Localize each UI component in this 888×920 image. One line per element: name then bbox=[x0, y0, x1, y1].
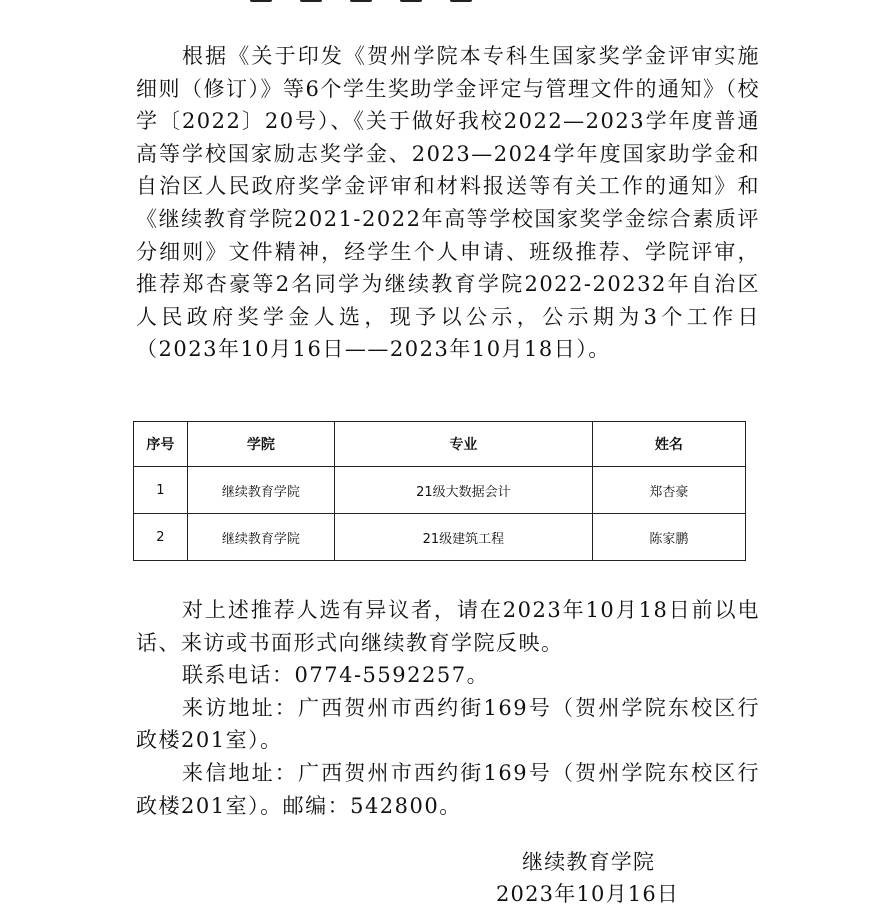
signature-org: 继续教育学院 bbox=[522, 850, 656, 874]
table-row bbox=[134, 514, 746, 561]
cell-major: 21级建筑工程 bbox=[335, 514, 593, 561]
cell-serial: 1 bbox=[134, 467, 188, 514]
table-header-row bbox=[134, 422, 746, 467]
notice-section bbox=[136, 594, 760, 822]
objection-paragraph: 对上述推荐人选有异议者，请在2023年10月18日前以电话、来访或书面形式向继续教育学院反映。 bbox=[136, 598, 760, 655]
cell-name: 陈家鹏 bbox=[592, 514, 745, 561]
signature-date: 2023年10月16日 bbox=[496, 882, 680, 906]
header-college: 学院 bbox=[187, 422, 334, 467]
signature-block bbox=[496, 846, 716, 910]
header-serial: 序号 bbox=[134, 422, 188, 467]
cell-college: 继续教育学院 bbox=[187, 514, 334, 561]
contact-phone: 联系电话：0774-5592257。 bbox=[182, 663, 490, 688]
header-name: 姓名 bbox=[592, 422, 745, 467]
cell-serial: 2 bbox=[134, 514, 188, 561]
mail-address: 来信地址：广西贺州市西约街169号（贺州学院东校区行政楼201室）。邮编：542800。 bbox=[136, 760, 760, 818]
visit-address: 来访地址：广西贺州市西约街169号（贺州学院东校区行政楼201室）。 bbox=[136, 695, 760, 753]
cell-name: 郑杏豪 bbox=[592, 467, 745, 514]
intro-paragraph: 根据《关于印发《贺州学院本专科生国家奖学金评审实施细则（修订）》等6个学生奖助学金评定与管理文件的通知》（校学〔2022〕20号）、《关于做好我校2022—2023学年度普通高等学校国家励志奖学金、2023—2024学年度国家助学金和自治区人民政府奖学金评审和材料报送等有关工作的通知》和《继续教育学院2021-2022年高等学校国家奖学金综合素质评分细则》文件精神，经学生个人申请、班级推荐、学院评审，推荐郑杏豪等2名同学为继续教育学院2022-20232年自治区人民政府奖学金人选，现予以公示，公示期为3个工作日（2023年10月16日——2023年10月18日）。 bbox=[136, 44, 760, 362]
cropped-title-fragment bbox=[250, 0, 550, 6]
cell-college: 继续教育学院 bbox=[187, 467, 334, 514]
cell-major: 21级大数据会计 bbox=[335, 467, 593, 514]
table-row bbox=[134, 467, 746, 514]
candidate-table bbox=[133, 421, 746, 561]
header-major: 专业 bbox=[335, 422, 593, 467]
